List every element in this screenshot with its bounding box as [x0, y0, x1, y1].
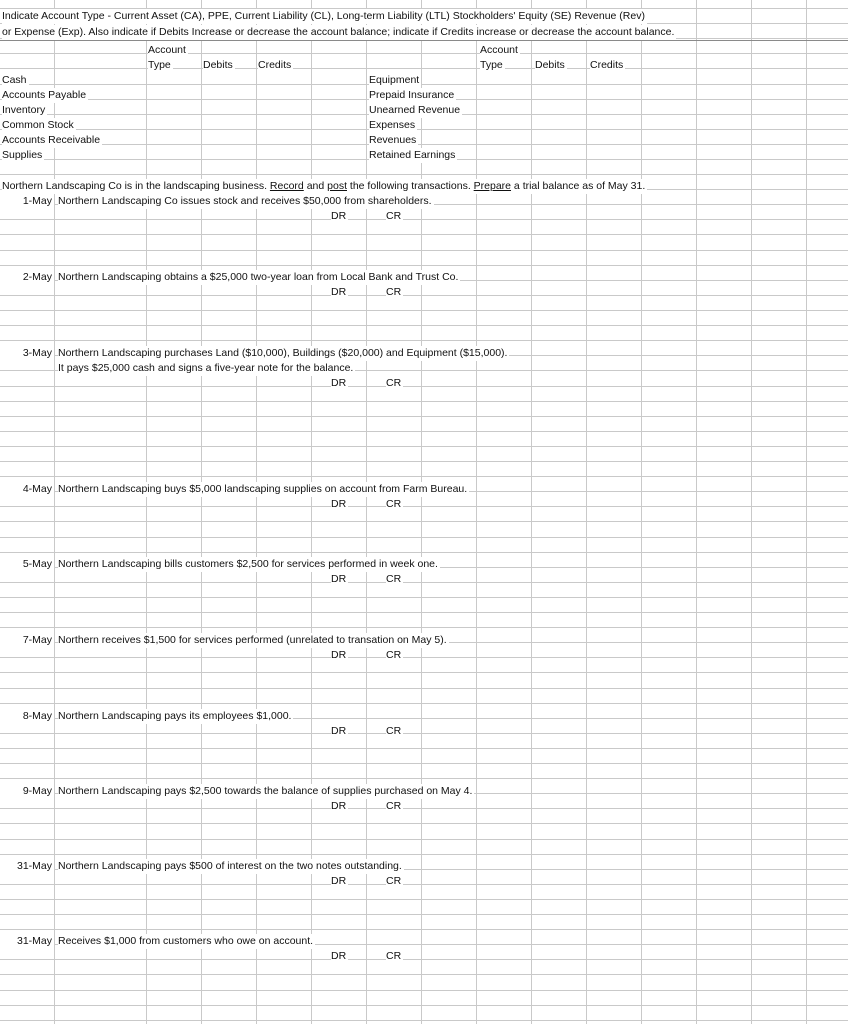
credits-header-left: Credits	[258, 59, 292, 71]
account-name-right: Expenses	[369, 119, 416, 131]
transaction-description: Northern Landscaping bills customers $2,500 for services performed in week one.	[58, 558, 438, 570]
debit-label: DR	[331, 286, 347, 298]
transaction-description: Northern Landscaping buys $5,000 landscaping supplies on account from Farm Bureau.	[58, 483, 468, 495]
grid-row-line	[0, 597, 848, 598]
debit-label: DR	[331, 725, 347, 737]
type-header-left: Type	[148, 59, 171, 71]
grid-row-line	[0, 808, 848, 809]
instructions-line-2: or Expense (Exp). Also indicate if Debits Increase or decrease the account balance; indicate if Credits increase or decrease the account balance.	[2, 26, 675, 38]
instructions-line-1: Indicate Account Type - Current Asset (CA), PPE, Current Liability (CL), Long-term Liability (LTL) Stockholders' Equity (SE) Revenue (Rev)	[2, 10, 645, 22]
credit-label: CR	[386, 950, 402, 962]
grid-row-line	[0, 854, 848, 855]
grid-row-line	[0, 627, 848, 628]
transaction-description: Receives $1,000 from customers who owe on account.	[58, 935, 314, 947]
grid-row-line	[0, 174, 848, 175]
transaction-date: 2-May	[0, 270, 54, 285]
grid-row-line	[0, 431, 848, 432]
grid-row-line	[0, 839, 848, 840]
debit-label: DR	[331, 950, 347, 962]
credit-label: CR	[386, 649, 402, 661]
account-name-left: Common Stock	[2, 119, 74, 131]
grid-column-line	[696, 0, 697, 1024]
grid-column-line	[531, 0, 532, 1024]
grid-row-line	[0, 552, 848, 553]
grid-row-line	[0, 959, 848, 960]
grid-row-line	[0, 823, 848, 824]
grid-row-line	[0, 250, 848, 251]
transaction-description: Northern Landscaping pays $500 of interest on the two notes outstanding.	[58, 860, 402, 872]
header-border-line	[0, 40, 848, 41]
account-header-left: Account	[148, 44, 186, 56]
credits-header-right: Credits	[590, 59, 624, 71]
post-link: post	[327, 180, 347, 192]
credit-label: CR	[386, 725, 402, 737]
grid-row-line	[0, 386, 848, 387]
transaction-date: 3-May	[0, 346, 54, 361]
grid-row-line	[0, 234, 848, 235]
grid-row-line	[0, 733, 848, 734]
debit-label: DR	[331, 573, 347, 585]
account-header-right: Account	[480, 44, 518, 56]
debit-label: DR	[331, 498, 347, 510]
transaction-description: Northern Landscaping pays its employees $1,000.	[58, 710, 292, 722]
debit-label: DR	[331, 377, 347, 389]
grid-column-line	[751, 0, 752, 1024]
credit-label: CR	[386, 210, 402, 222]
grid-row-line	[0, 325, 848, 326]
transaction-description: Northern Landscaping purchases Land ($10,000), Buildings ($20,000) and Equipment ($15,000).	[58, 347, 508, 359]
transaction-description: Northern Landscaping Co issues stock and receives $50,000 from shareholders.	[58, 195, 432, 207]
grid-row-line	[0, 53, 848, 54]
grid-column-line	[806, 0, 807, 1024]
type-header-right: Type	[480, 59, 503, 71]
account-name-right: Equipment	[369, 74, 420, 86]
account-name-left: Cash	[2, 74, 27, 86]
debits-header-right: Debits	[535, 59, 565, 71]
grid-row-line	[0, 446, 848, 447]
transaction-date: 31-May	[0, 859, 54, 874]
grid-row-line	[0, 219, 848, 220]
credit-label: CR	[386, 286, 402, 298]
grid-row-line	[0, 929, 848, 930]
grid-column-line	[476, 0, 477, 1024]
grid-column-line	[641, 0, 642, 1024]
problem-text-a: Northern Landscaping Co is in the landscaping business.	[2, 180, 270, 192]
grid-row-line	[0, 265, 848, 266]
grid-row-line	[0, 612, 848, 613]
credit-label: CR	[386, 875, 402, 887]
problem-text-d: a trial balance as of May 31.	[511, 180, 646, 192]
grid-row-line	[0, 688, 848, 689]
grid-row-line	[0, 899, 848, 900]
grid-row-line	[0, 582, 848, 583]
grid-row-line	[0, 416, 848, 417]
grid-row-line	[0, 340, 848, 341]
problem-text-c: the following transactions.	[347, 180, 474, 192]
grid-row-line	[0, 84, 848, 85]
grid-row-line	[0, 1005, 848, 1006]
credit-label: CR	[386, 573, 402, 585]
grid-row-line	[0, 990, 848, 991]
grid-row-line	[0, 295, 848, 296]
grid-row-line	[0, 763, 848, 764]
transaction-description: Northern Landscaping pays $2,500 towards the balance of supplies purchased on May 4.	[58, 785, 473, 797]
record-link: Record	[269, 180, 304, 192]
grid-row-line	[0, 914, 848, 915]
grid-row-line	[0, 506, 848, 507]
grid-row-line	[0, 310, 848, 311]
transaction-date: 4-May	[0, 482, 54, 497]
prepare-link: Prepare	[473, 180, 512, 192]
account-name-left: Accounts Receivable	[2, 134, 101, 146]
debit-label: DR	[331, 875, 347, 887]
grid-row-line	[0, 748, 848, 749]
problem-text-b: and	[303, 180, 328, 192]
account-name-right: Unearned Revenue	[369, 104, 461, 116]
debit-label: DR	[331, 800, 347, 812]
credit-label: CR	[386, 800, 402, 812]
grid-row-line	[0, 68, 848, 69]
debits-header-left: Debits	[203, 59, 233, 71]
grid-row-line	[0, 778, 848, 779]
grid-row-line	[0, 521, 848, 522]
account-name-left: Inventory	[2, 104, 46, 116]
transaction-description-continued: It pays $25,000 cash and signs a five-year note for the balance.	[58, 362, 354, 374]
grid-row-line	[0, 703, 848, 704]
transaction-date: 31-May	[0, 934, 54, 949]
grid-row-line	[0, 461, 848, 462]
account-name-left: Supplies	[2, 149, 43, 161]
grid-row-line	[0, 476, 848, 477]
credit-label: CR	[386, 377, 402, 389]
problem-statement	[2, 179, 647, 194]
grid-row-line	[0, 672, 848, 673]
debit-label: DR	[331, 649, 347, 661]
transaction-date: 9-May	[0, 784, 54, 799]
account-name-right: Prepaid Insurance	[369, 89, 455, 101]
grid-row-line	[0, 129, 848, 130]
grid-row-line	[0, 537, 848, 538]
grid-column-line	[586, 0, 587, 1024]
transaction-date: 1-May	[0, 194, 54, 209]
grid-row-line	[0, 884, 848, 885]
account-name-right: Retained Earnings	[369, 149, 456, 161]
grid-row-line	[0, 1020, 848, 1021]
transaction-description: Northern Landscaping obtains a $25,000 two-year loan from Local Bank and Trust Co.	[58, 271, 459, 283]
grid-row-line	[0, 144, 848, 145]
transaction-description: Northern receives $1,500 for services performed (unrelated to transation on May 5).	[58, 634, 447, 646]
grid-row-line	[0, 657, 848, 658]
account-name-left: Accounts Payable	[2, 89, 87, 101]
grid-column-line	[54, 0, 55, 1024]
credit-label: CR	[386, 498, 402, 510]
account-name-right: Revenues	[369, 134, 417, 146]
transaction-date: 5-May	[0, 557, 54, 572]
transaction-date: 7-May	[0, 633, 54, 648]
transaction-date: 8-May	[0, 709, 54, 724]
debit-label: DR	[331, 210, 347, 222]
grid-row-line	[0, 401, 848, 402]
grid-row-line	[0, 974, 848, 975]
